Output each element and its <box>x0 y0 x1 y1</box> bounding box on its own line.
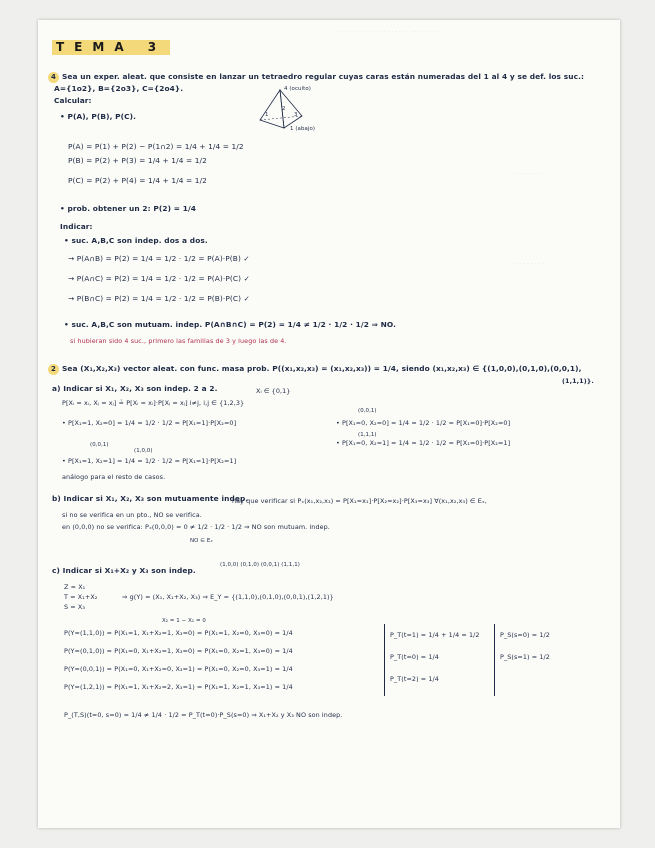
part-c-final: P_(T,S)(t=0, s=0) = 1/4 ≠ 1/4 · 1/2 = P_T(t=0)·P_S(s=0) ⇒ X₁+X₂ y X₃ NO son indep. <box>64 711 343 719</box>
part-b-example: en (0,0,0) no se verifica: Pₓ(0,0,0) = 0 ≠ 1/2 · 1/2 · 1/2 ⇒ NO son mutuam. indep. <box>62 523 330 531</box>
part-b-condition: hay que verificar si Pₓ(x₁,x₂,x₃) = P[X₁=x₁]·P[X₂=x₂]·P[X₃=x₃] ∀(x₁,x₂,x₃) ∈ Eₓ, <box>232 497 487 505</box>
formula-pab: → P(A∩B) = P(2) = 1/4 = 1/2 · 1/2 = P(A)·P(B) ✓ <box>68 254 250 263</box>
part-c-over-note: X₂ = 1 − X₁ = 0 <box>162 618 206 624</box>
part-c-points: (1,0,0) (0,1,0) (0,0,1) (1,1,1) <box>220 562 300 568</box>
bleed-through-text: · · · · · · · · · · · · · · · · · · · · · · · · · · · <box>338 29 440 36</box>
part-c-def-z: Z = X₁ <box>64 583 86 591</box>
part-c-pt2: P_T(t=2) = 1/4 <box>390 675 439 683</box>
tetra-label-3: 3 <box>294 112 298 118</box>
part-a-label-left2: (1,0,0) <box>134 448 153 454</box>
part-c-pt1: P_T(t=1) = 1/4 + 1/4 = 1/2 <box>390 631 480 639</box>
part-c-def-t: T = X₁+X₂ <box>64 593 98 601</box>
part-a-label-left1: (0,0,1) <box>90 442 109 448</box>
formula-pc: P(C) = P(2) + P(4) = 1/4 + 1/4 = 1/2 <box>68 176 207 185</box>
part-a-heading: a) Indicar si X₁, X₂, X₃ son indep. 2 a 2. <box>52 384 218 393</box>
part-c-ps0: P_S(s=0) = 1/2 <box>500 631 550 639</box>
part-a-label-top-right: (0,0,1) <box>358 408 377 414</box>
part-c-pt0: P_T(t=0) = 1/4 <box>390 653 439 661</box>
bracket-s-marginal <box>494 624 495 696</box>
notebook-page <box>38 20 620 828</box>
problem1-statement: 4 Sea un exper. aleat. que consiste en lanzar un tetraedro regular cuyas caras están numeradas del 1 al 4 y se def. los suc.: <box>48 72 584 83</box>
page-title: TEMA 3 <box>52 40 170 55</box>
formula-pa: P(A) = P(1) + P(2) − P(1∩2) = 1/4 + 1/4 = 1/2 <box>68 142 244 151</box>
part-c-heading: c) Indicar si X₁+X₂ y X₃ son indep. <box>52 566 196 575</box>
problem1-item-c: • suc. A,B,C son indep. dos a dos. <box>64 236 208 245</box>
part-c-g-map: ⇒ g(Y) = (X₁, X₁+X₂, X₃) ⇒ E_Y = {(1,1,0),(0,1,0),(0,0,1),(1,2,1)} <box>122 593 334 601</box>
problem2-statement-end: (1,1,1)}. <box>562 377 594 385</box>
problem1-indicar: Indicar: <box>60 222 93 231</box>
tetra-label-bottom: 1 (abajo) <box>290 126 316 132</box>
part-b-subnote: NO ∈ Eₓ <box>190 538 213 544</box>
tetra-label-2: 2 <box>282 106 286 112</box>
part-c-ps1: P_S(s=1) = 1/2 <box>500 653 550 661</box>
part-c-line1: P(Y=(1,1,0)) = P(X₁=1, X₁+X₂=1, X₃=0) = P(X₁=1, X₂=0, X₃=0) = 1/4 <box>64 629 293 637</box>
part-c-line4: P(Y=(1,2,1)) = P(X₁=1, X₁+X₂=2, X₃=1) = P(X₁=1, X₂=1, X₃=1) = 1/4 <box>64 683 293 691</box>
problem1-item-d: • suc. A,B,C son mutuam. indep. P(A∩B∩C) = P(2) = 1/4 ≠ 1/2 · 1/2 · 1/2 ⇒ NO. <box>64 320 397 329</box>
tetra-label-top: 4 (oculto) <box>284 86 311 92</box>
part-b-heading: b) Indicar si X₁, X₂, X₃ son mutuamente indep. <box>52 494 249 503</box>
bracket-t-marginal <box>384 624 385 696</box>
part-a-analog: análogo para el resto de casos. <box>62 473 166 481</box>
bleed-through-text: · · · · · · · · · · <box>508 171 545 178</box>
formula-pac: → P(A∩C) = P(2) = 1/4 = 1/2 · 1/2 = P(A)·P(C) ✓ <box>68 274 250 283</box>
part-a-label-mid-right: (1,1,1) <box>358 432 377 438</box>
part-a-line2: • P[X₁=0, X₂=0] = 1/4 = 1/2 · 1/2 = P[X₁=0]·P[X₂=0] <box>336 419 511 427</box>
problem2-statement: 2 Sea (X₁,X₂,X₃) vector aleat. con func. masa prob. P((x₁,x₂,x₃) = (x₁,x₂,x₃)) = 1/4, siendo (x₁,x₂,x₃) ∈ {(1,0,0),(0,1,0),(0,0,1), <box>48 364 582 375</box>
part-c-def-s: S = X₃ <box>64 603 86 611</box>
part-a-domain: Xᵢ ∈ {0,1} <box>256 387 291 395</box>
problem1-calcular: Calcular: <box>54 96 92 105</box>
problem1-item-a: • P(A), P(B), P(C). <box>60 112 137 121</box>
formula-pbc: → P(B∩C) = P(2) = 1/4 = 1/2 · 1/2 = P(B)·P(C) ✓ <box>68 294 250 303</box>
part-c-line2: P(Y=(0,1,0)) = P(X₁=0, X₁+X₂=1, X₃=0) = P(X₁=0, X₂=1, X₃=0) = 1/4 <box>64 647 293 655</box>
bleed-through-text: · · · · · · · · · · <box>508 261 545 268</box>
problem2-number: 2 <box>48 364 59 375</box>
problem1-item-b: • prob. obtener un 2: P(2) = 1/4 <box>60 204 196 213</box>
tetra-label-1: 1 <box>265 112 269 118</box>
part-c-line3: P(Y=(0,0,1)) = P(X₁=0, X₁+X₂=0, X₃=1) = P(X₁=0, X₂=0, X₃=1) = 1/4 <box>64 665 293 673</box>
part-a-general: P[Xᵢ = xᵢ, Xⱼ = xⱼ] ≟ P[Xᵢ = xᵢ]·P[Xⱼ = xⱼ] i≠j, i,j ∈ {1,2,3} <box>62 399 245 407</box>
part-b-note: si no se verifica en un pto., NO se verifica. <box>62 511 202 519</box>
problem1-red-note: si hubieran sido 4 suc., primero las familias de 3 y luego las de 4. <box>70 337 287 345</box>
part-a-line3: • P[X₁=1, X₂=1] = 1/4 = 1/2 · 1/2 = P[X₁=1]·P[X₂=1] <box>62 457 237 465</box>
part-a-line4: • P[X₁=0, X₂=1] = 1/4 = 1/2 · 1/2 = P[X₁=0]·P[X₂=1] <box>336 439 511 447</box>
problem1-sets: A={1o2}, B={2o3}, C={2o4}. <box>54 84 184 93</box>
problem1-number: 4 <box>48 72 59 83</box>
part-a-line1: • P[X₁=1, X₂=0] = 1/4 = 1/2 · 1/2 = P[X₁=1]·P[X₂=0] <box>62 419 237 427</box>
formula-pb: P(B) = P(2) + P(3) = 1/4 + 1/4 = 1/2 <box>68 156 207 165</box>
